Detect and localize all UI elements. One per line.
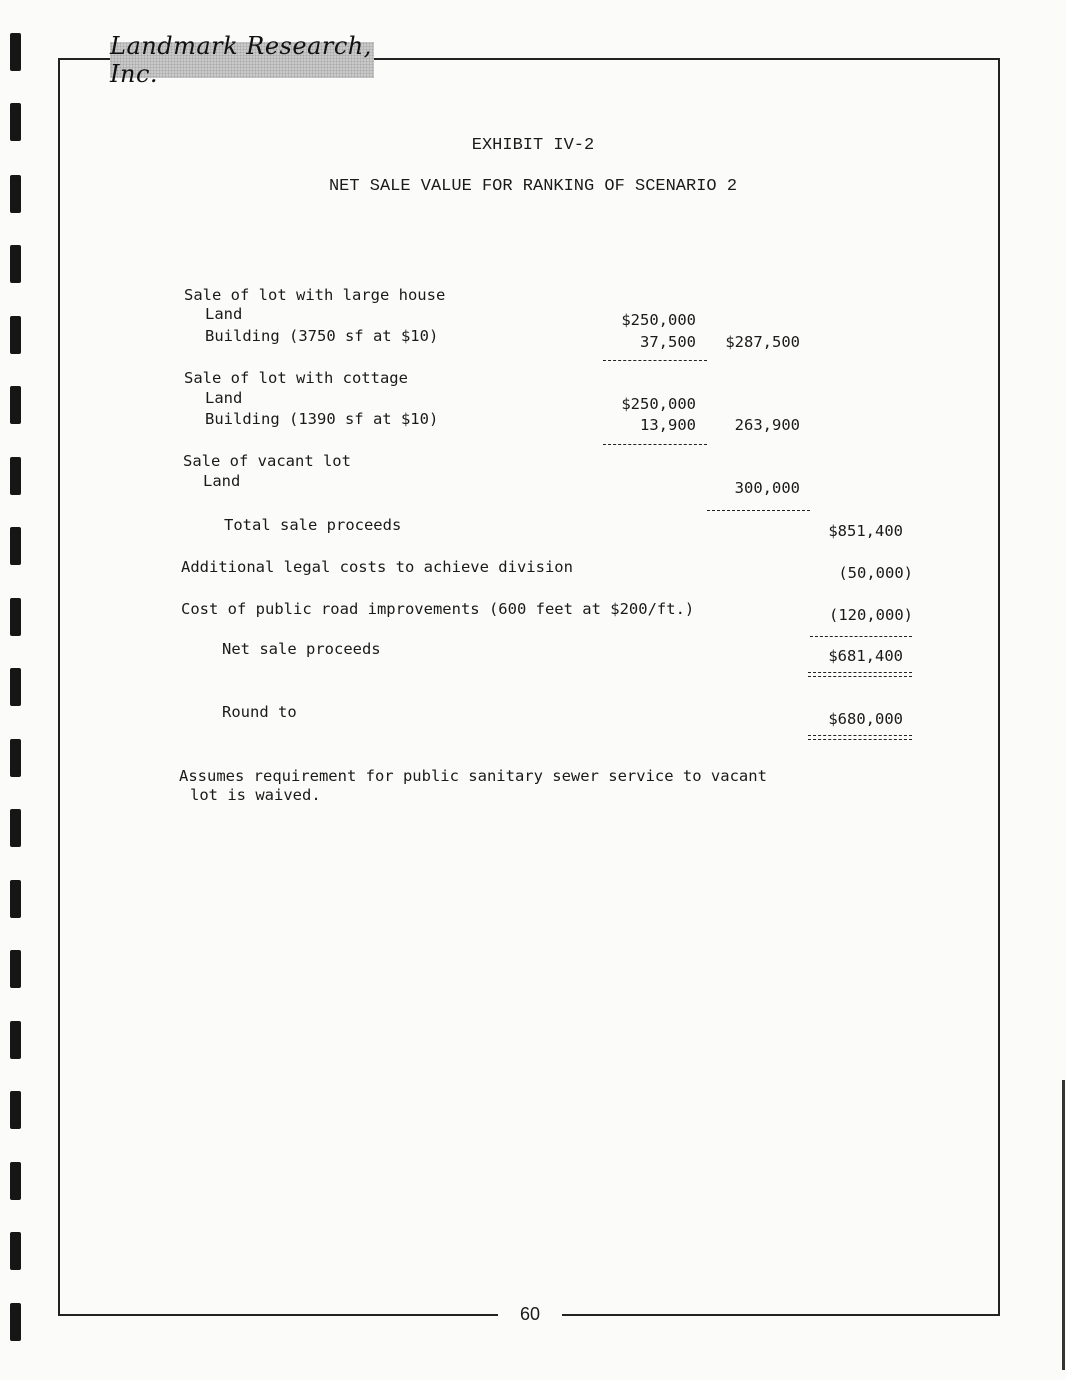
subtotal-rule — [707, 510, 810, 511]
binding-hole — [10, 880, 21, 918]
binding-hole — [10, 668, 21, 706]
section-heading-cottage: Sale of lot with cottage — [184, 369, 408, 387]
binding-hole — [10, 598, 21, 636]
page-title: NET SALE VALUE FOR RANKING OF SCENARIO 2 — [328, 177, 738, 196]
building-label: Building (3750 sf at $10) — [205, 327, 439, 345]
binding-hole — [10, 245, 21, 283]
binding-hole — [10, 739, 21, 777]
section-heading-vacant: Sale of vacant lot — [183, 452, 351, 470]
binding-hole — [10, 386, 21, 424]
land-label: Land — [205, 305, 243, 323]
double-rule — [808, 735, 912, 740]
exhibit-label: EXHIBIT IV-2 — [471, 136, 595, 155]
binding-hole — [10, 316, 21, 354]
company-logo: Landmark Research, Inc. — [110, 42, 374, 78]
binding-hole — [10, 33, 21, 71]
binding-hole — [10, 1303, 21, 1341]
land-label: Land — [203, 472, 241, 490]
page-edge — [1062, 1080, 1065, 1370]
net-proceeds-value: $681,400 — [828, 647, 903, 665]
page-frame — [58, 58, 1000, 1316]
round-value: $680,000 — [828, 710, 903, 728]
subtotal-value: $287,500 — [725, 333, 800, 351]
footnote-line-2: lot is waived. — [190, 786, 321, 804]
page-number: 60 — [498, 1300, 562, 1328]
total-label: Total sale proceeds — [224, 516, 402, 534]
building-value: 37,500 — [640, 333, 696, 351]
binding-hole — [10, 1232, 21, 1270]
legal-costs-value: (50,000) — [838, 564, 913, 582]
binding-hole — [10, 1021, 21, 1059]
legal-costs-label: Additional legal costs to achieve division — [181, 558, 573, 576]
land-value: $250,000 — [621, 311, 696, 329]
land-value: $250,000 — [621, 395, 696, 413]
binding-hole — [10, 1091, 21, 1129]
section-heading-large-house: Sale of lot with large house — [184, 286, 446, 304]
net-rule — [810, 636, 912, 637]
building-label: Building (1390 sf at $10) — [205, 410, 439, 428]
double-rule — [808, 672, 912, 677]
subtotal-value: 300,000 — [734, 479, 800, 497]
total-value: $851,400 — [828, 522, 903, 540]
binding-hole — [10, 1162, 21, 1200]
subtotal-value: 263,900 — [734, 416, 800, 434]
binding-hole — [10, 950, 21, 988]
road-costs-label: Cost of public road improvements (600 feet at $200/ft.) — [181, 600, 695, 618]
building-value: 13,900 — [640, 416, 696, 434]
subtotal-rule — [603, 444, 707, 445]
binding-hole — [10, 527, 21, 565]
subtotal-rule — [603, 360, 707, 361]
net-proceeds-label: Net sale proceeds — [222, 640, 381, 658]
road-costs-value: (120,000) — [829, 606, 913, 624]
land-label: Land — [205, 389, 243, 407]
binding-hole — [10, 457, 21, 495]
binding-hole — [10, 809, 21, 847]
round-label: Round to — [222, 703, 297, 721]
footnote-line-1: Assumes requirement for public sanitary sewer service to vacant — [179, 767, 767, 785]
